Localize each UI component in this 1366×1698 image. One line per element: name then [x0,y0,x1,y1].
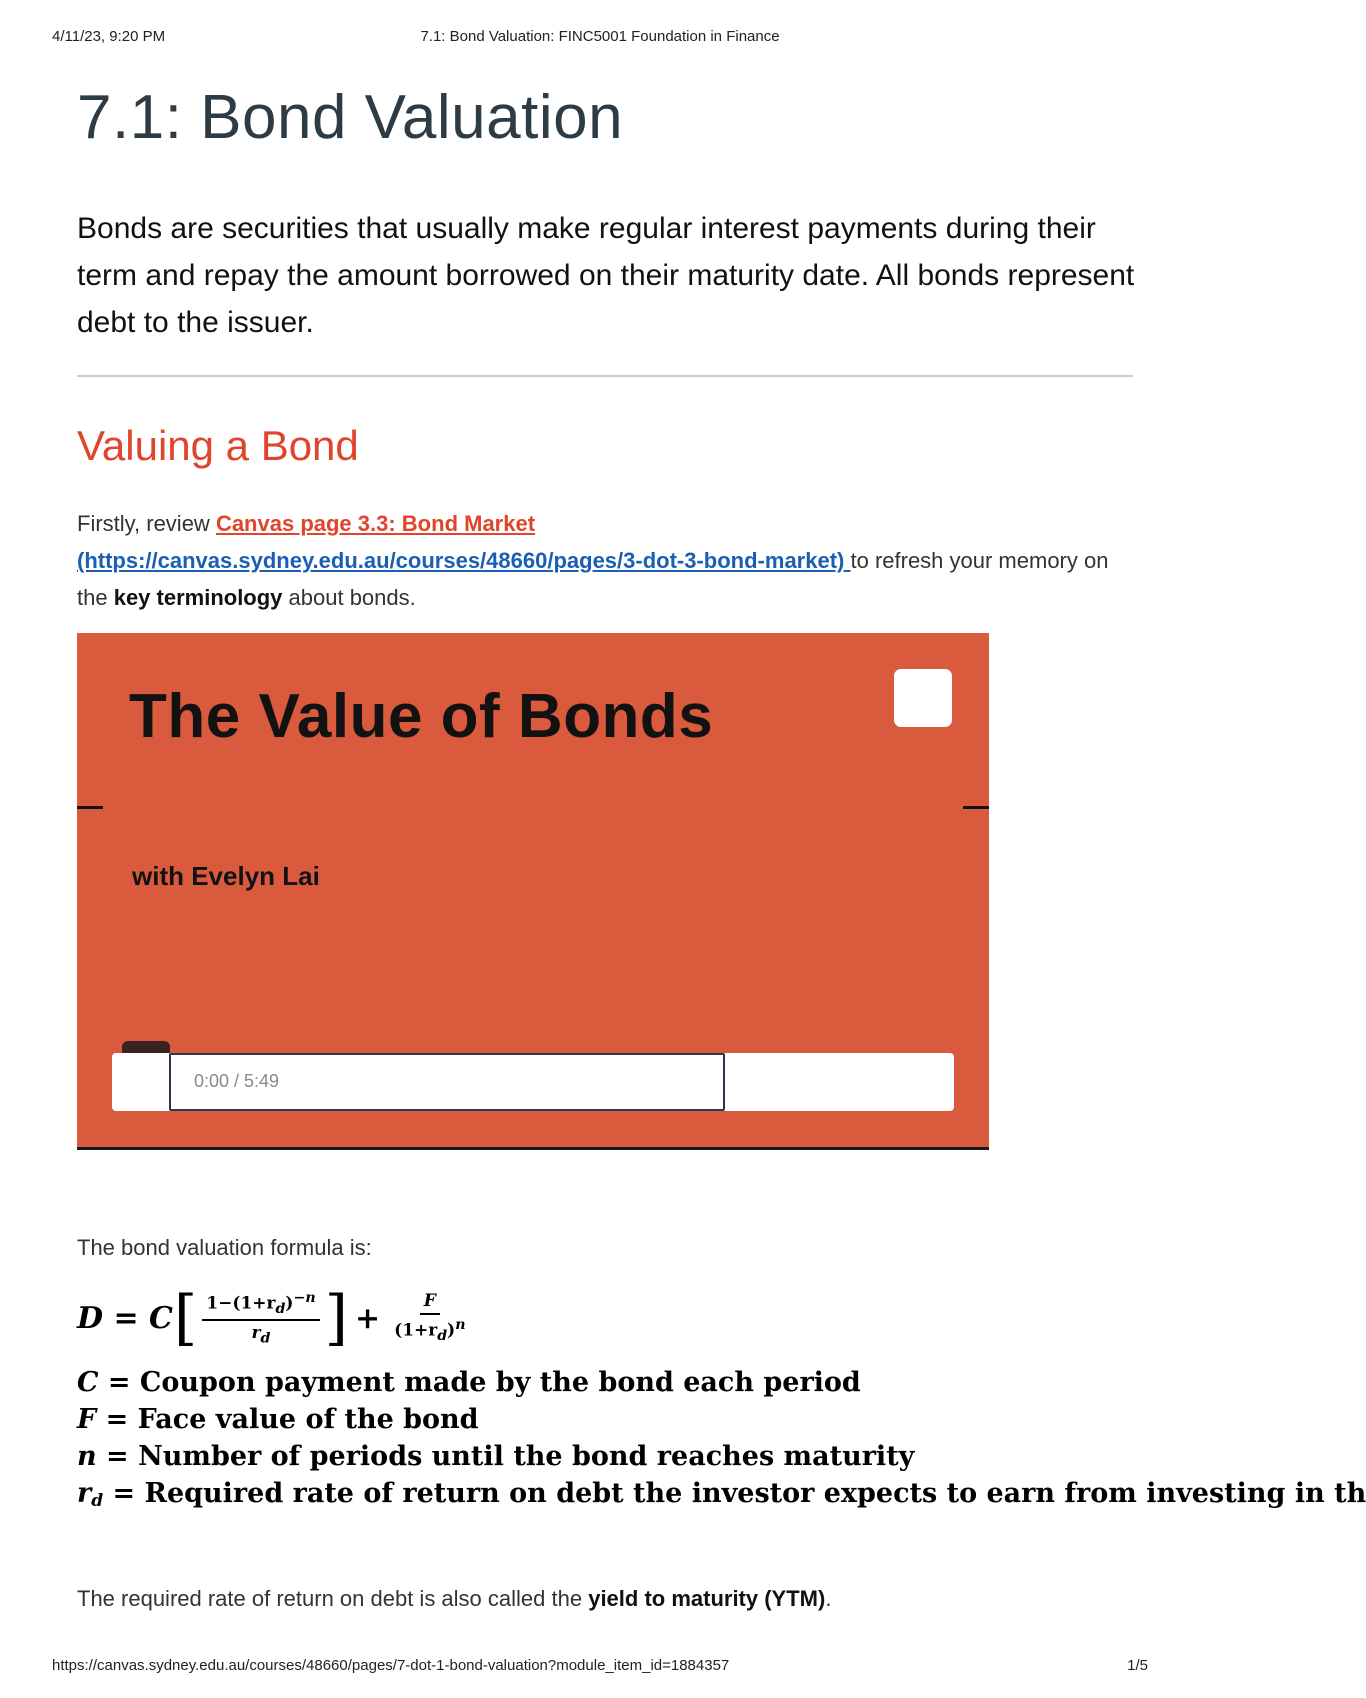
print-page-number: 1/5 [1127,1657,1148,1674]
fraction2-numerator: F [420,1291,440,1315]
formula-lhs: D = C [77,1300,173,1336]
video-player[interactable] [77,633,989,1150]
ytm-paragraph: The required rate of return on debt is also called the yield to maturity (YTM). [77,1586,832,1611]
definition-c: C = Coupon payment made by the bond each period [77,1367,861,1398]
right-bracket: ] [324,1283,349,1353]
definition-n: n = Number of periods until the bond reaches maturity [77,1441,915,1472]
review-prefix: Firstly, review [77,511,216,536]
video-title: The Value of Bonds [129,682,714,751]
review-middle: to refresh your memory on the [77,548,1109,610]
print-url: https://canvas.sydney.edu.au/courses/48660/pages/7-dot-1-bond-valuation?module_item_id=1884357 [52,1657,730,1674]
left-bracket: [ [173,1283,198,1353]
print-page-title: 7.1: Bond Valuation: FINC5001 Foundation in Finance [420,28,780,45]
formula-plus: + [355,1300,381,1336]
video-dash-right [963,806,989,809]
fraction-denominator: $r_d$ [251,1322,271,1347]
print-date: 4/11/23, 9:20 PM [52,28,166,45]
review-suffix: about bonds. [282,585,416,610]
intro-paragraph: Bonds are securities that usually make regular interest payments during their term and repay the amount borrowed on their maturity date. All bonds represent debt to the issuer. [77,212,1135,339]
key-terminology: key terminology [113,585,283,610]
page-title: 7.1: Bond Valuation [77,83,624,152]
ytm-term: yield to maturity (YTM) [588,1586,826,1611]
section-divider [77,375,1133,377]
video-controls [112,1053,954,1111]
formula-definitions [77,1364,1366,1512]
logo-mark [122,1041,170,1053]
fullscreen-button[interactable] [894,669,952,727]
fraction2-denominator: $(1+r_d)^n$ [394,1317,466,1345]
video-timeline[interactable] [169,1053,725,1111]
formula-fraction-annuity [202,1290,319,1346]
formula-intro: The bond valuation formula is: [77,1235,372,1260]
video-dash-left [77,806,103,809]
section-heading: Valuing a Bond [77,422,359,469]
video-subtitle: with Evelyn Lai [132,861,320,891]
bond-valuation-formula [77,1282,474,1354]
review-paragraph [77,505,1137,616]
time-display: 0:00 / 5:49 [194,1071,280,1091]
formula-fraction-face [390,1291,469,1344]
fraction-numerator: $1-(1+r_d)^{-n}$ [202,1290,319,1321]
bond-market-link[interactable]: Canvas page 3.3: Bond Market [215,511,536,536]
definition-rd: $r_d$ = Required rate of return on debt the investor expects to earn from investing in th [77,1478,1366,1511]
play-button[interactable] [112,1053,168,1111]
bond-market-link-url[interactable]: (https://canvas.sydney.edu.au/courses/48660/pages/3-dot-3-bond-market) [77,548,851,573]
definition-f: F = Face value of the bond [77,1404,479,1435]
